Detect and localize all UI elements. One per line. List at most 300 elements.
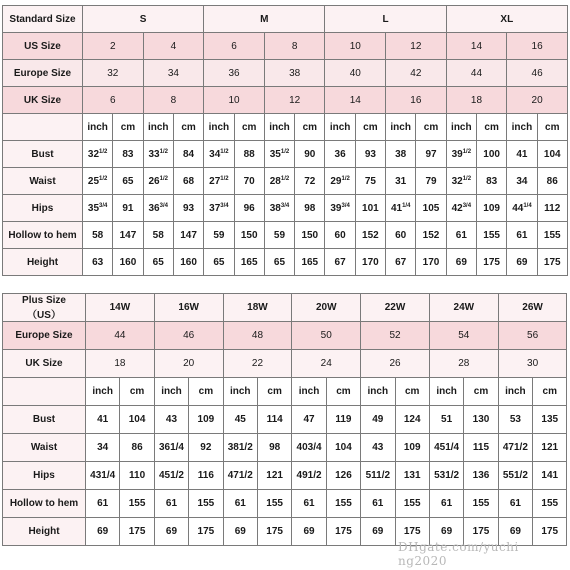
size-value: 16 bbox=[386, 87, 447, 114]
measure-inch bbox=[204, 249, 234, 276]
size-value: 12 bbox=[386, 33, 447, 60]
measure-cm: 155 bbox=[537, 222, 567, 249]
unit-label: cm bbox=[355, 114, 385, 141]
measure-inch bbox=[83, 195, 113, 222]
unit-label: cm bbox=[120, 378, 154, 406]
inch-fraction: 3/4 bbox=[220, 202, 229, 209]
measure-inch bbox=[446, 168, 476, 195]
size-value: 44 bbox=[446, 60, 507, 87]
measure-cm: 175 bbox=[537, 249, 567, 276]
size-value: 14 bbox=[325, 87, 386, 114]
plus-measure-value: 155 bbox=[326, 490, 360, 518]
unit-label: inch bbox=[446, 114, 476, 141]
plus-size-value: 54 bbox=[429, 322, 498, 350]
measure-label: Hollow to hem bbox=[3, 222, 83, 249]
size-value: 38 bbox=[264, 60, 325, 87]
measure-row bbox=[3, 222, 568, 249]
plus-measure-value: 61 bbox=[223, 490, 257, 518]
measure-cm: 150 bbox=[234, 222, 264, 249]
unit-label: cm bbox=[326, 378, 360, 406]
plus-measure-value: 175 bbox=[326, 518, 360, 546]
plus-size-value: 20 bbox=[154, 350, 223, 378]
inch-whole: 28 bbox=[269, 175, 281, 187]
size-value: 18 bbox=[446, 87, 507, 114]
inch-whole: 58 bbox=[92, 229, 104, 241]
measure-inch bbox=[325, 249, 355, 276]
unit-label: cm bbox=[537, 114, 567, 141]
inch-whole: 39 bbox=[330, 202, 342, 214]
measure-cm: 175 bbox=[476, 249, 506, 276]
plus-size-name: 26W bbox=[498, 294, 567, 322]
inch-fraction: 1/2 bbox=[341, 175, 350, 182]
inch-whole: 39 bbox=[451, 148, 463, 160]
unit-label: inch bbox=[386, 114, 416, 141]
inch-whole: 69 bbox=[455, 256, 467, 268]
measure-inch bbox=[446, 249, 476, 276]
inch-fraction: 1/2 bbox=[462, 175, 472, 182]
plus-size-label-line2: （US） bbox=[27, 309, 61, 321]
inch-whole: 32 bbox=[87, 148, 100, 160]
plus-measure-value: 104 bbox=[326, 434, 360, 462]
measure-inch bbox=[204, 222, 234, 249]
inch-whole: 26 bbox=[148, 175, 160, 187]
inch-whole: 58 bbox=[152, 229, 164, 241]
plus-measure-value: 155 bbox=[189, 490, 223, 518]
plus-measure-value: 116 bbox=[189, 462, 223, 490]
inch-whole: 33 bbox=[148, 148, 160, 160]
measure-inch bbox=[386, 168, 416, 195]
plus-unit-row bbox=[3, 378, 567, 406]
unit-label: inch bbox=[154, 378, 188, 406]
inch-whole: 69 bbox=[516, 256, 528, 268]
size-value: 34 bbox=[143, 60, 204, 87]
plus-size-value: 24 bbox=[292, 350, 361, 378]
plus-measure-value: 86 bbox=[120, 434, 154, 462]
plus-measure-value: 381/2 bbox=[223, 434, 257, 462]
measure-cm: 68 bbox=[173, 168, 203, 195]
unit-label: cm bbox=[189, 378, 223, 406]
inch-whole: 42 bbox=[451, 202, 463, 214]
size-row bbox=[3, 60, 568, 87]
size-value: 20 bbox=[507, 87, 568, 114]
inch-fraction: 1/4 bbox=[523, 202, 532, 209]
inch-whole: 38 bbox=[395, 148, 407, 160]
measure-row bbox=[3, 141, 568, 168]
measure-cm: 72 bbox=[295, 168, 325, 195]
plus-size-row-label: UK Size bbox=[3, 350, 86, 378]
plus-measure-value: 451/2 bbox=[154, 462, 188, 490]
unit-label: inch bbox=[264, 114, 294, 141]
plus-measure-value: 109 bbox=[189, 406, 223, 434]
plus-measure-value: 155 bbox=[395, 490, 429, 518]
unit-label: inch bbox=[204, 114, 234, 141]
measure-inch bbox=[507, 249, 537, 276]
inch-whole: 65 bbox=[152, 256, 164, 268]
measure-row bbox=[3, 195, 568, 222]
plus-header-row bbox=[3, 294, 567, 322]
size-value: 14 bbox=[446, 33, 507, 60]
measure-cm: 86 bbox=[537, 168, 567, 195]
plus-measure-label: Hollow to hem bbox=[3, 490, 86, 518]
plus-measure-value: 471/2 bbox=[223, 462, 257, 490]
measure-cm: 160 bbox=[173, 249, 203, 276]
plus-measure-value: 155 bbox=[533, 490, 567, 518]
plus-measure-value: 41 bbox=[86, 406, 120, 434]
plus-size-row-label: Europe Size bbox=[3, 322, 86, 350]
measure-inch bbox=[143, 141, 173, 168]
plus-size-value: 18 bbox=[86, 350, 155, 378]
measure-inch bbox=[204, 141, 234, 168]
measure-row bbox=[3, 168, 568, 195]
size-value: 32 bbox=[83, 60, 144, 87]
measure-label: Waist bbox=[3, 168, 83, 195]
plus-measure-row bbox=[3, 490, 567, 518]
inch-whole: 31 bbox=[395, 175, 407, 187]
size-letter: XL bbox=[446, 6, 567, 33]
measure-inch bbox=[446, 222, 476, 249]
plus-measure-value: 61 bbox=[292, 490, 326, 518]
plus-measure-value: 61 bbox=[86, 490, 120, 518]
inch-fraction: 1/2 bbox=[159, 175, 168, 182]
measure-inch bbox=[83, 222, 113, 249]
unit-label: inch bbox=[86, 378, 120, 406]
plus-size-name: 18W bbox=[223, 294, 292, 322]
measure-cm: 98 bbox=[295, 195, 325, 222]
size-value: 6 bbox=[83, 87, 144, 114]
size-letter: S bbox=[83, 6, 204, 33]
inch-whole: 36 bbox=[334, 148, 346, 160]
plus-measure-value: 175 bbox=[257, 518, 291, 546]
inch-whole: 32 bbox=[451, 175, 463, 187]
plus-measure-value: 114 bbox=[257, 406, 291, 434]
size-value: 10 bbox=[325, 33, 386, 60]
plus-measure-value: 126 bbox=[326, 462, 360, 490]
inch-whole: 61 bbox=[516, 229, 528, 241]
size-value: 16 bbox=[507, 33, 568, 60]
measure-cm: 65 bbox=[113, 168, 143, 195]
plus-measure-value: 61 bbox=[361, 490, 395, 518]
plus-measure-value: 175 bbox=[189, 518, 223, 546]
measure-cm: 105 bbox=[416, 195, 446, 222]
inch-fraction: 3/4 bbox=[159, 202, 168, 209]
plus-measure-value: 175 bbox=[395, 518, 429, 546]
inch-whole: 34 bbox=[516, 175, 528, 187]
inch-fraction: 3/4 bbox=[462, 202, 472, 209]
inch-fraction: 1/2 bbox=[220, 148, 229, 155]
measure-inch bbox=[264, 195, 294, 222]
size-row bbox=[3, 87, 568, 114]
inch-whole: 67 bbox=[334, 256, 346, 268]
measure-label: Height bbox=[3, 249, 83, 276]
measure-cm: 79 bbox=[416, 168, 446, 195]
inch-whole: 27 bbox=[209, 175, 221, 187]
plus-measure-value: 175 bbox=[533, 518, 567, 546]
measure-inch bbox=[83, 141, 113, 168]
plus-measure-value: 531/2 bbox=[429, 462, 463, 490]
unit-label: inch bbox=[429, 378, 463, 406]
inch-fraction: 1/2 bbox=[99, 148, 108, 155]
measure-inch bbox=[507, 168, 537, 195]
measure-label: Bust bbox=[3, 141, 83, 168]
plus-measure-value: 471/2 bbox=[498, 434, 532, 462]
size-row bbox=[3, 33, 568, 60]
plus-size-value: 22 bbox=[223, 350, 292, 378]
measure-inch bbox=[446, 141, 476, 168]
inch-whole: 34 bbox=[209, 148, 221, 160]
inch-fraction: 1/2 bbox=[220, 175, 229, 182]
plus-measure-value: 491/2 bbox=[292, 462, 326, 490]
plus-measure-value: 69 bbox=[223, 518, 257, 546]
plus-size-value: 26 bbox=[361, 350, 430, 378]
size-value: 12 bbox=[264, 87, 325, 114]
measure-inch bbox=[204, 168, 234, 195]
measure-inch bbox=[143, 249, 173, 276]
measure-cm: 88 bbox=[234, 141, 264, 168]
plus-measure-value: 155 bbox=[257, 490, 291, 518]
inch-whole: 67 bbox=[395, 256, 407, 268]
measure-inch bbox=[386, 195, 416, 222]
plus-measure-value: 53 bbox=[498, 406, 532, 434]
measure-cm: 90 bbox=[295, 141, 325, 168]
measure-cm: 70 bbox=[234, 168, 264, 195]
measure-cm: 100 bbox=[476, 141, 506, 168]
size-letter: M bbox=[204, 6, 325, 33]
inch-fraction: 3/4 bbox=[341, 202, 350, 209]
measure-inch bbox=[264, 249, 294, 276]
measure-cm: 147 bbox=[113, 222, 143, 249]
plus-measure-value: 69 bbox=[292, 518, 326, 546]
inch-whole: 65 bbox=[273, 256, 286, 268]
size-value: 42 bbox=[386, 60, 447, 87]
plus-measure-value: 403/4 bbox=[292, 434, 326, 462]
plus-size-value: 30 bbox=[498, 350, 567, 378]
inch-whole: 44 bbox=[512, 202, 524, 214]
plus-size-value: 44 bbox=[86, 322, 155, 350]
plus-measure-value: 98 bbox=[257, 434, 291, 462]
unit-label: cm bbox=[395, 378, 429, 406]
plus-measure-value: 69 bbox=[361, 518, 395, 546]
plus-size-table bbox=[2, 293, 567, 546]
plus-measure-value: 130 bbox=[464, 406, 498, 434]
plus-size-value: 28 bbox=[429, 350, 498, 378]
measure-cm: 155 bbox=[476, 222, 506, 249]
plus-measure-value: 175 bbox=[120, 518, 154, 546]
inch-fraction: 1/2 bbox=[280, 148, 290, 155]
size-value: 2 bbox=[83, 33, 144, 60]
inch-whole: 25 bbox=[87, 175, 100, 187]
plus-measure-value: 131 bbox=[395, 462, 429, 490]
size-value: 8 bbox=[143, 87, 204, 114]
plus-measure-value: 121 bbox=[257, 462, 291, 490]
size-letter: L bbox=[325, 6, 446, 33]
standard-size-label: Standard Size bbox=[3, 6, 83, 33]
measure-cm: 93 bbox=[173, 195, 203, 222]
measure-cm: 96 bbox=[234, 195, 264, 222]
measure-cm: 160 bbox=[113, 249, 143, 276]
plus-measure-value: 451/4 bbox=[429, 434, 463, 462]
size-row-label: US Size bbox=[3, 33, 83, 60]
plus-measure-value: 141 bbox=[533, 462, 567, 490]
inch-whole: 37 bbox=[209, 202, 221, 214]
unit-label: inch bbox=[498, 378, 532, 406]
plus-measure-value: 431/4 bbox=[86, 462, 120, 490]
plus-measure-value: 92 bbox=[189, 434, 223, 462]
inch-fraction: 1/2 bbox=[462, 148, 472, 155]
plus-size-row bbox=[3, 350, 567, 378]
measure-inch bbox=[507, 195, 537, 222]
unit-label: inch bbox=[507, 114, 537, 141]
measure-label: Hips bbox=[3, 195, 83, 222]
plus-measure-value: 175 bbox=[464, 518, 498, 546]
plus-measure-value: 109 bbox=[395, 434, 429, 462]
measure-inch bbox=[325, 222, 355, 249]
measure-cm: 97 bbox=[416, 141, 446, 168]
plus-measure-value: 361/4 bbox=[154, 434, 188, 462]
measure-inch bbox=[386, 141, 416, 168]
measure-inch bbox=[264, 141, 294, 168]
inch-fraction: 1/2 bbox=[159, 148, 168, 155]
size-value: 4 bbox=[143, 33, 204, 60]
plus-measure-value: 69 bbox=[429, 518, 463, 546]
standard-size-table bbox=[2, 5, 568, 276]
measure-cm: 83 bbox=[476, 168, 506, 195]
plus-measure-value: 51 bbox=[429, 406, 463, 434]
unit-label: cm bbox=[416, 114, 446, 141]
plus-measure-value: 34 bbox=[86, 434, 120, 462]
measure-cm: 165 bbox=[295, 249, 325, 276]
plus-measure-value: 121 bbox=[533, 434, 567, 462]
plus-measure-value: 551/2 bbox=[498, 462, 532, 490]
size-value: 8 bbox=[264, 33, 325, 60]
plus-measure-value: 47 bbox=[292, 406, 326, 434]
measure-cm: 91 bbox=[113, 195, 143, 222]
plus-size-value: 48 bbox=[223, 322, 292, 350]
measure-inch bbox=[143, 222, 173, 249]
measure-inch bbox=[446, 195, 476, 222]
unit-label: cm bbox=[173, 114, 203, 141]
size-value: 46 bbox=[507, 60, 568, 87]
plus-measure-value: 45 bbox=[223, 406, 257, 434]
plus-measure-label: Waist bbox=[3, 434, 86, 462]
inch-fraction: 3/4 bbox=[99, 202, 108, 209]
plus-measure-value: 43 bbox=[361, 434, 395, 462]
plus-measure-value: 61 bbox=[498, 490, 532, 518]
plus-measure-value: 49 bbox=[361, 406, 395, 434]
inch-whole: 36 bbox=[148, 202, 160, 214]
plus-size-name: 20W bbox=[292, 294, 361, 322]
size-value: 36 bbox=[204, 60, 265, 87]
plus-measure-value: 155 bbox=[464, 490, 498, 518]
measure-inch bbox=[325, 195, 355, 222]
unit-label: inch bbox=[292, 378, 326, 406]
inch-whole: 60 bbox=[334, 229, 346, 241]
unit-label: cm bbox=[257, 378, 291, 406]
plus-size-row bbox=[3, 322, 567, 350]
unit-label: cm bbox=[476, 114, 506, 141]
plus-measure-value: 124 bbox=[395, 406, 429, 434]
plus-size-value: 56 bbox=[498, 322, 567, 350]
plus-unit-row-label bbox=[3, 378, 86, 406]
measure-cm: 104 bbox=[537, 141, 567, 168]
plus-measure-value: 136 bbox=[464, 462, 498, 490]
inch-whole: 41 bbox=[390, 202, 403, 214]
inch-whole: 38 bbox=[269, 202, 281, 214]
plus-size-name: 22W bbox=[361, 294, 430, 322]
measure-inch bbox=[386, 249, 416, 276]
measure-cm: 152 bbox=[355, 222, 385, 249]
inch-whole: 60 bbox=[395, 229, 407, 241]
plus-measure-value: 135 bbox=[533, 406, 567, 434]
measure-inch bbox=[507, 141, 537, 168]
unit-label: inch bbox=[223, 378, 257, 406]
unit-label: inch bbox=[143, 114, 173, 141]
inch-fraction: 1/4 bbox=[402, 202, 411, 209]
inch-whole: 63 bbox=[92, 256, 104, 268]
measure-inch bbox=[204, 195, 234, 222]
inch-fraction: 3/4 bbox=[280, 202, 290, 209]
plus-measure-value: 110 bbox=[120, 462, 154, 490]
unit-label: cm bbox=[295, 114, 325, 141]
measure-cm: 75 bbox=[355, 168, 385, 195]
size-row-label: UK Size bbox=[3, 87, 83, 114]
inch-whole: 41 bbox=[516, 148, 528, 160]
plus-measure-value: 119 bbox=[326, 406, 360, 434]
plus-size-value: 52 bbox=[361, 322, 430, 350]
measure-inch bbox=[325, 168, 355, 195]
plus-measure-row bbox=[3, 462, 567, 490]
measure-cm: 93 bbox=[355, 141, 385, 168]
measure-row bbox=[3, 249, 568, 276]
measure-inch bbox=[264, 168, 294, 195]
measure-inch bbox=[264, 222, 294, 249]
measure-cm: 84 bbox=[173, 141, 203, 168]
plus-size-name: 16W bbox=[154, 294, 223, 322]
plus-size-label-line1: Plus Size bbox=[22, 294, 66, 306]
inch-whole: 65 bbox=[213, 256, 225, 268]
inch-whole: 35 bbox=[269, 148, 281, 160]
unit-label: cm bbox=[234, 114, 264, 141]
measure-inch bbox=[83, 168, 113, 195]
measure-inch bbox=[83, 249, 113, 276]
measure-cm: 152 bbox=[416, 222, 446, 249]
size-value: 10 bbox=[204, 87, 265, 114]
plus-size-value: 50 bbox=[292, 322, 361, 350]
unit-label: inch bbox=[325, 114, 355, 141]
measure-inch bbox=[325, 141, 355, 168]
watermark: DHgate.com/yuchi ng2020 bbox=[398, 540, 519, 568]
inch-fraction: 1/2 bbox=[280, 175, 290, 182]
plus-measure-value: 69 bbox=[86, 518, 120, 546]
plus-size-label bbox=[3, 294, 86, 322]
inch-fraction: 1/2 bbox=[99, 175, 108, 182]
measure-inch bbox=[386, 222, 416, 249]
inch-whole: 59 bbox=[213, 229, 225, 241]
measure-cm: 109 bbox=[476, 195, 506, 222]
measure-inch bbox=[507, 222, 537, 249]
plus-measure-value: 104 bbox=[120, 406, 154, 434]
plus-size-value: 46 bbox=[154, 322, 223, 350]
plus-measure-value: 69 bbox=[498, 518, 532, 546]
plus-measure-row bbox=[3, 434, 567, 462]
size-value: 6 bbox=[204, 33, 265, 60]
measure-inch bbox=[143, 168, 173, 195]
plus-measure-row bbox=[3, 406, 567, 434]
plus-measure-value: 511/2 bbox=[361, 462, 395, 490]
plus-measure-value: 115 bbox=[464, 434, 498, 462]
inch-whole: 59 bbox=[273, 229, 286, 241]
unit-label: cm bbox=[113, 114, 143, 141]
measure-cm: 112 bbox=[537, 195, 567, 222]
